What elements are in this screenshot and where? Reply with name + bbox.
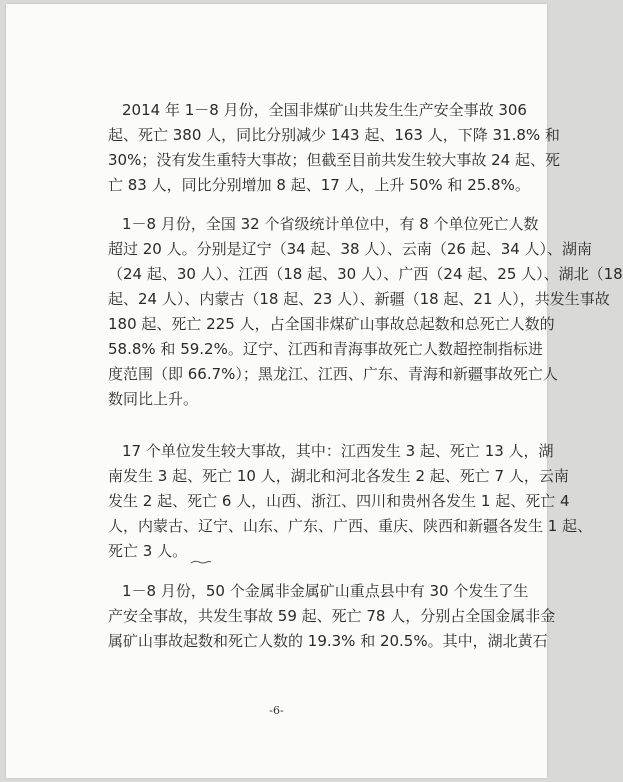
document-page bbox=[6, 4, 623, 778]
text-line: （24 起、30 人）、江西（18 起、30 人）、广西（24 起、25 人）、湖北（18 bbox=[108, 265, 623, 283]
text-line: 30%；没有发生重特大事故；但截至目前共发生较大事故 24 起、死 bbox=[108, 151, 560, 169]
text-line: 超过 20 人。分别是辽宁（34 起、38 人）、云南（26 起、34 人）、湖南 bbox=[108, 240, 593, 258]
text-line: 亡 83 人，同比分别增加 8 起、17 人，上升 50% 和 25.8%。 bbox=[108, 176, 530, 194]
text-line: 17 个单位发生较大事故，其中：江西发生 3 起、死亡 13 人，湖 bbox=[122, 442, 554, 460]
text-line: 南发生 3 起、死亡 10 人，湖北和河北各发生 2 起、死亡 7 人，云南 bbox=[108, 467, 569, 485]
text-line: 发生 2 起、死亡 6 人，山西、浙江、四川和贵州各发生 1 起、死亡 4 bbox=[108, 492, 570, 510]
text-line: 人，内蒙古、辽宁、山东、广东、广西、重庆、陕西和新疆各发生 1 起、 bbox=[108, 517, 593, 535]
text-line: 数同比上升。 bbox=[108, 390, 199, 408]
text-line: 58.8% 和 59.2%。辽宁、江西和青海事故死亡人数超控制指标进 bbox=[108, 340, 543, 358]
text-line: 度范围（即 66.7%）；黑龙江、江西、广东、青海和新疆事故死亡人 bbox=[108, 365, 558, 383]
text-line: 1－8 月份，全国 32 个省级统计单位中，有 8 个单位死亡人数 bbox=[122, 215, 539, 233]
pen-mark bbox=[190, 559, 212, 565]
paragraph-1 bbox=[108, 98, 560, 198]
page-number: -6- bbox=[269, 704, 284, 717]
text-line: 180 起、死亡 225 人，占全国非煤矿山事故总起数和总死亡人数的 bbox=[108, 315, 555, 333]
text-line: 1－8 月份，50 个金属非金属矿山重点县中有 30 个发生了生 bbox=[122, 582, 529, 600]
text-line: 起、死亡 380 人，同比分别减少 143 起、163 人，下降 31.8% 和 bbox=[108, 126, 560, 144]
paragraph-4 bbox=[108, 579, 556, 654]
paragraph-2 bbox=[108, 212, 623, 412]
text-line: 属矿山事故起数和死亡人数的 19.3% 和 20.5%。其中，湖北黄石 bbox=[108, 632, 548, 650]
paragraph-3 bbox=[108, 439, 593, 564]
text-line: 死亡 3 人。 bbox=[108, 542, 188, 560]
text-line: 2014 年 1－8 月份，全国非煤矿山共发生生产安全事故 306 bbox=[122, 101, 527, 119]
text-line: 产安全事故，共发生事故 59 起、死亡 78 人，分别占全国金属非金 bbox=[108, 607, 556, 625]
text-line: 起、24 人）、内蒙古（18 起、23 人）、新疆（18 起、21 人），共发生事故 bbox=[108, 290, 610, 308]
